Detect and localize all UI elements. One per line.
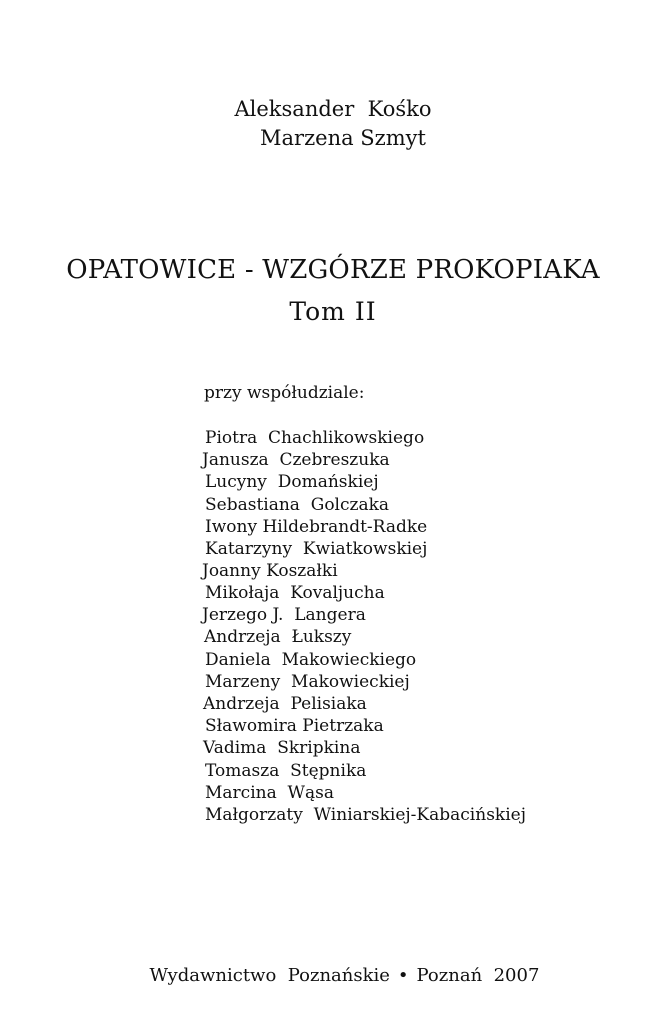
publisher-name: Wydawnictwo Poznańskie	[149, 965, 390, 986]
collaborator-item: Joanny Koszałki	[202, 561, 338, 581]
collaborator-item: Jerzego J. Langera	[202, 605, 366, 625]
collaborator-item: Andrzeja Łukszy	[204, 627, 352, 647]
collaboration-intro: przy współudziale:	[204, 383, 365, 403]
collaborator-item: Marcina Wąsa	[205, 783, 334, 803]
collaborator-item: Mikołaja Kovaljucha	[205, 583, 385, 603]
publication-place-year: Poznań 2007	[416, 965, 540, 986]
book-title: OPATOWICE - WZGÓRZE PROKOPIAKA	[66, 255, 600, 285]
collaborator-item: Katarzyny Kwiatkowskiej	[205, 539, 428, 559]
collaborator-item: Sławomira Pietrzaka	[205, 716, 384, 736]
collaborator-item: Vadima Skripkina	[203, 738, 361, 758]
collaborator-item: Andrzeja Pelisiaka	[203, 694, 367, 714]
collaborator-item: Tomasza Stępnika	[205, 761, 367, 781]
author-name-1: Aleksander Kośko	[234, 97, 432, 121]
collaborator-item: Marzeny Makowieckiej	[205, 672, 410, 692]
collaborator-item: Sebastiana Golczaka	[205, 495, 390, 515]
publisher-line	[0, 937, 666, 1015]
collaborator-item: Piotra Chachlikowskiego	[205, 428, 425, 448]
author-name-2: Marzena Szmyt	[260, 126, 426, 150]
collaborator-item: Małgorzaty Winiarskiej-Kabacińskiej	[205, 805, 526, 825]
collaborator-item: Iwony Hildebrandt-Radke	[205, 517, 428, 537]
separator-bullet: •	[397, 965, 409, 986]
volume-label: Tom II	[289, 297, 377, 326]
collaborator-item: Daniela Makowieckiego	[205, 650, 417, 670]
collaborator-item: Lucyny Domańskiej	[205, 472, 379, 492]
collaborator-item: Janusza Czebreszuka	[202, 450, 390, 470]
